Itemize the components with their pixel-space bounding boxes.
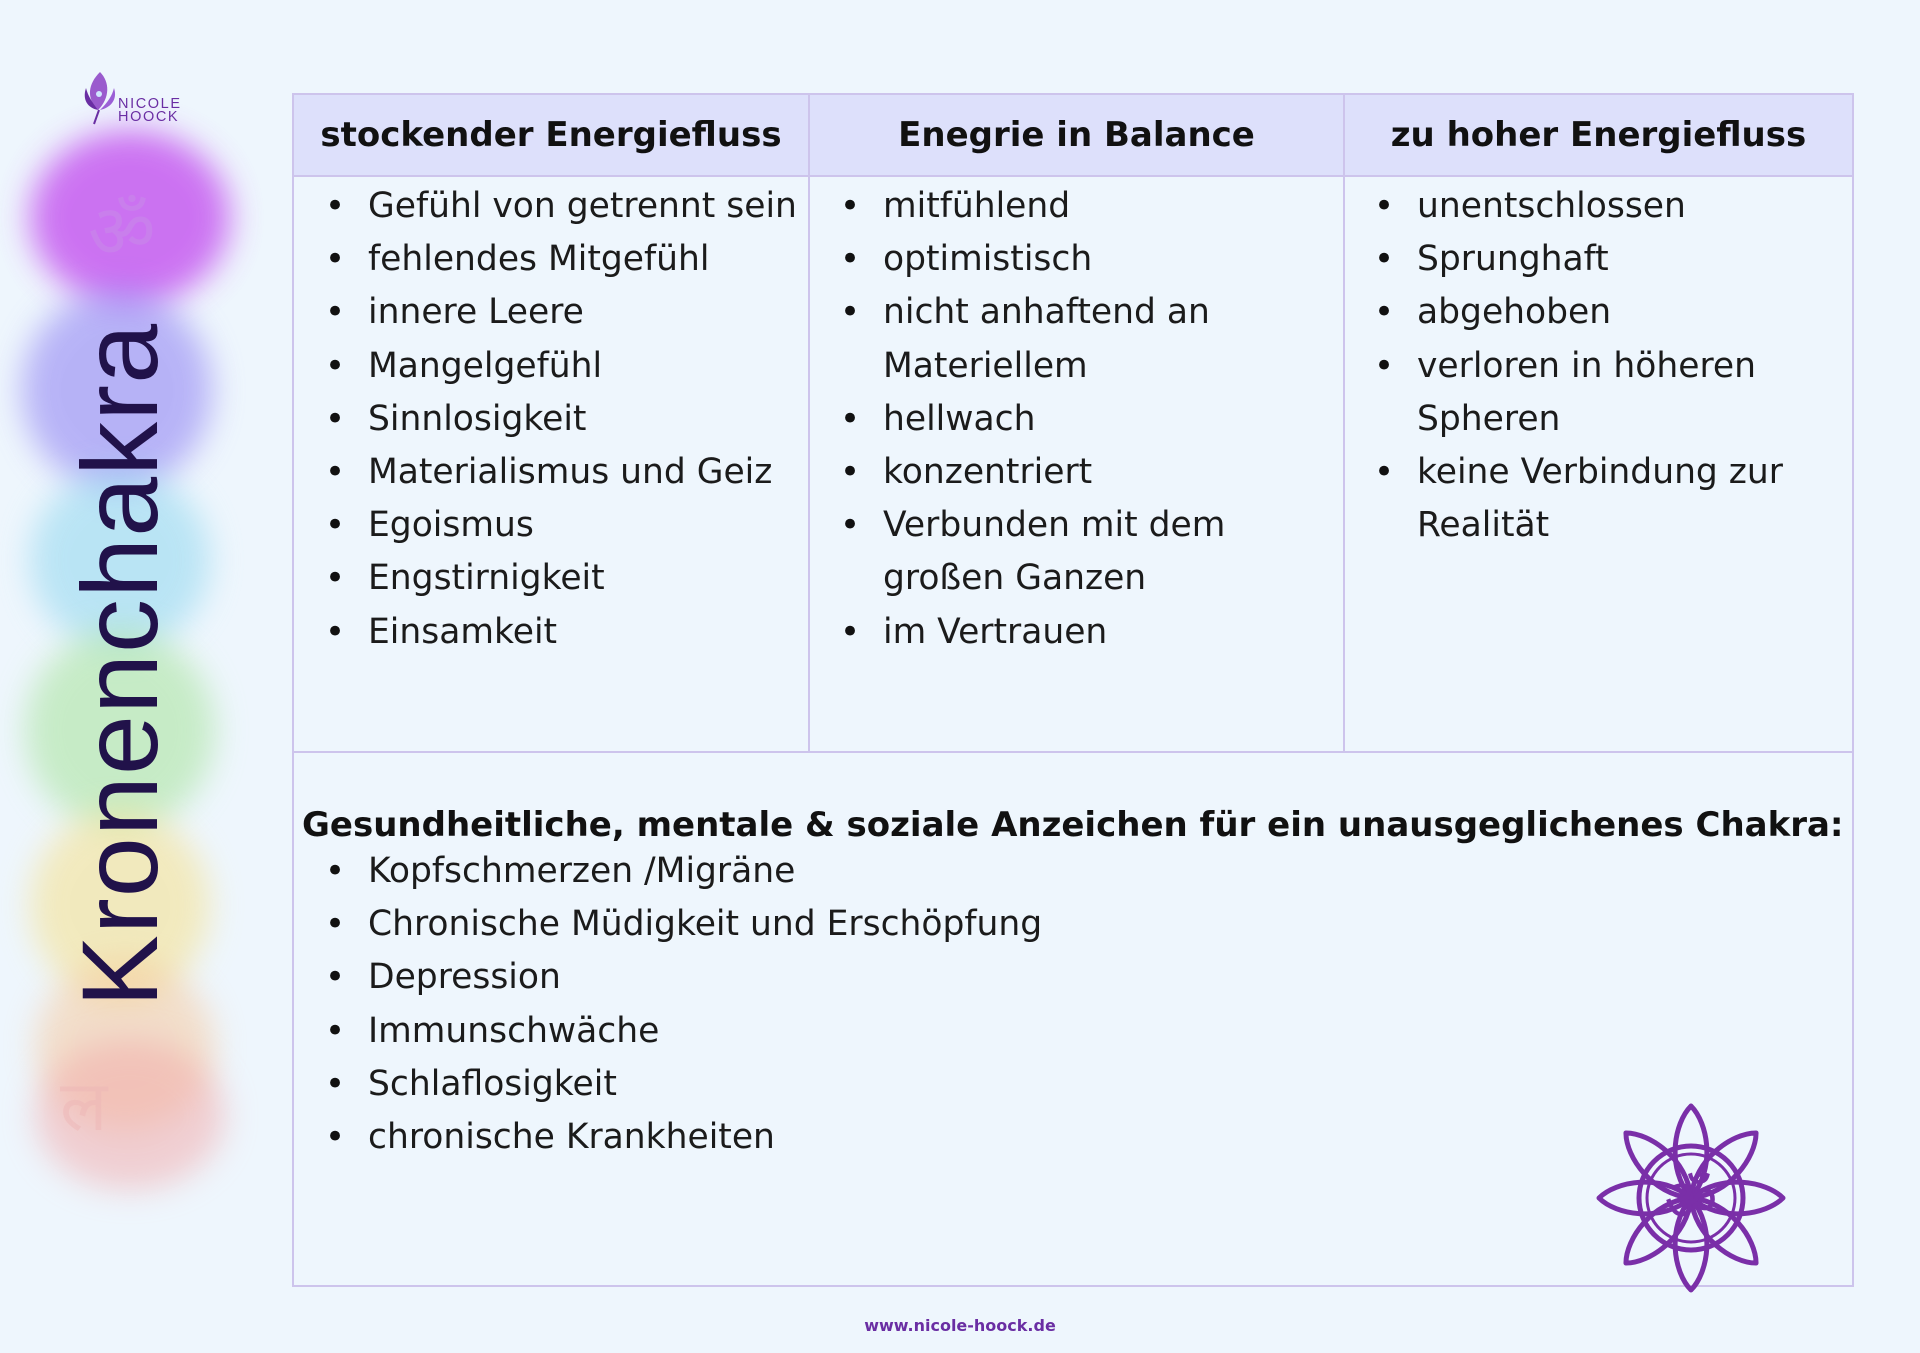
- list-item: • mitfühlend: [809, 180, 1225, 233]
- list-item-continuation: Spheren: [1417, 398, 1561, 439]
- blocked-energy-list: [294, 180, 797, 659]
- list-item: • Kopfschmerzen /Migräne: [294, 845, 1042, 898]
- list-item: • Immunschwäche: [294, 1005, 1042, 1058]
- crown-chakra-om-icon: [1596, 1098, 1786, 1298]
- list-item: • Einsamkeit: [294, 606, 797, 659]
- list-item: • fehlendes Mitgefühl: [294, 233, 797, 286]
- logo-line2: HOOCK: [118, 109, 180, 125]
- logo-text: [118, 98, 182, 124]
- list-item-continuation: Materiellem: [883, 345, 1088, 386]
- list-item: • Engstirnigkeit: [294, 552, 797, 605]
- header-blocked-energy: stockender Energiefluss: [320, 115, 782, 155]
- lotus-feather-icon: [78, 68, 122, 126]
- page-title: Kronenchakra: [59, 322, 180, 1008]
- list-item: • nicht anhaftend an: [809, 286, 1225, 339]
- list-item-continuation: großen Ganzen: [883, 558, 1147, 599]
- list-item: • Verbunden mit dem: [809, 499, 1225, 552]
- list-item: • Chronische Müdigkeit und Erschöpfung: [294, 898, 1042, 951]
- signs-list: [294, 845, 1042, 1164]
- list-item: • Gefühl von getrennt sein: [294, 180, 797, 233]
- list-item: • Depression: [294, 951, 1042, 1004]
- list-item: • unentschlossen: [1343, 180, 1783, 233]
- list-item: • Materialismus und Geiz: [294, 446, 797, 499]
- signs-title: Gesundheitliche, mentale & soziale Anzeichen für ein unausgeglichenes Chakra:: [302, 805, 1844, 845]
- list-item: • optimistisch: [809, 233, 1225, 286]
- list-item: • konzentriert: [809, 446, 1225, 499]
- om-symbol-icon: ॐ: [88, 189, 156, 275]
- list-item: • abgehoben: [1343, 286, 1783, 339]
- list-item-continuation: Realität: [1417, 505, 1550, 546]
- logo-line1: NICOLE: [118, 96, 182, 112]
- chakra-side-decoration: [0, 0, 260, 1353]
- header-excess-energy: zu hoher Energiefluss: [1390, 115, 1807, 155]
- list-item: • im Vertrauen: [809, 606, 1225, 659]
- list-item: • Egoismus: [294, 499, 797, 552]
- list-item: • keine Verbindung zur: [1343, 446, 1783, 499]
- balanced-energy-list: [809, 180, 1225, 659]
- list-item: • hellwach: [809, 393, 1225, 446]
- excess-energy-list: [1343, 180, 1783, 552]
- list-item: • innere Leere: [294, 286, 797, 339]
- header-balanced-energy: Enegrie in Balance: [898, 115, 1255, 155]
- list-item: • verloren in höheren: [1343, 340, 1783, 393]
- list-item: • Sinnlosigkeit: [294, 393, 797, 446]
- root-chakra-symbol-icon: ल: [60, 1065, 108, 1147]
- brand-logo[interactable]: [78, 68, 198, 128]
- row-divider: [294, 751, 1852, 753]
- footer-url[interactable]: www.nicole-hoock.de: [864, 1316, 1056, 1335]
- svg-text:ॐ: ॐ: [1664, 1166, 1718, 1234]
- list-item: • chronische Krankheiten: [294, 1111, 1042, 1164]
- list-item: • Schlaflosigkeit: [294, 1058, 1042, 1111]
- list-item: • Sprunghaft: [1343, 233, 1783, 286]
- list-item: • Mangelgefühl: [294, 340, 797, 393]
